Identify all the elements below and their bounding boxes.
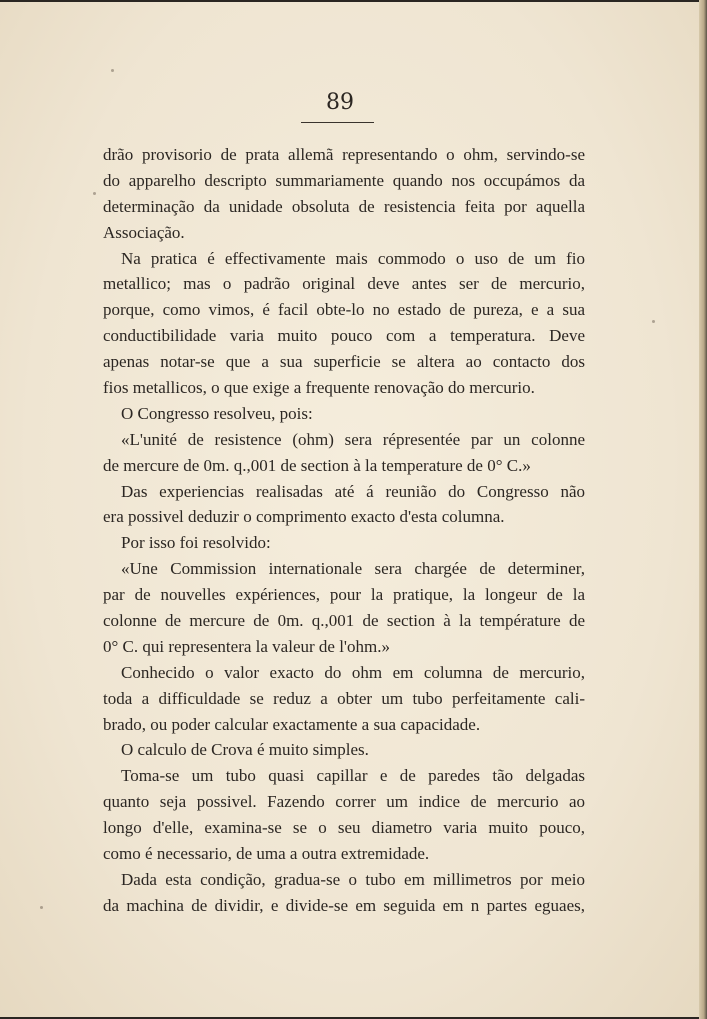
text-line: Das experiencias realisadas até á reunião do Congresso não (121, 481, 585, 501)
page-number: 89 (326, 90, 354, 115)
text-line: Associação. (103, 222, 185, 242)
text-line: longo d'elle, examina-se se o seu diametro varia muito pouco, (103, 818, 585, 838)
text-line: Dada esta condição, gradua-se o tubo em millimetros por meio (121, 869, 585, 889)
text-line: toda a difficuldade se reduz a obter um tubo perfeitamente cali- (103, 688, 585, 708)
page-edge (699, 0, 707, 1019)
text-line: par de nouvelles expériences, pour la pratique, la longeur de la (103, 585, 585, 605)
header-rule (301, 122, 374, 123)
text-line: porque, como vimos, é facil obte-lo no estado de pureza, e a sua (103, 300, 585, 320)
ink-spot (40, 906, 43, 909)
text-line: era possivel deduzir o comprimento exacto d'esta columna. (103, 507, 505, 527)
ink-spot (111, 69, 114, 72)
text-line: determinação da unidade obsoluta de resistencia feita por aquella (103, 196, 585, 216)
text-line: quanto seja possivel. Fazendo correr um indice de mercurio ao (103, 792, 585, 812)
text-line: do apparelho descripto summariamente quando nos occupámos da (103, 170, 585, 190)
text-line: Na pratica é effectivamente mais commodo o uso de um fio (121, 248, 585, 268)
text-line: O Congresso resolveu, pois: (121, 403, 313, 423)
text-line: O calculo de Crova é muito simples. (121, 740, 369, 760)
text-line: 0° C. qui representera la valeur de l'ohm.» (103, 636, 390, 656)
text-line: da machina de dividir, e divide-se em seguida em n partes eguaes, (103, 895, 585, 915)
ink-spot (652, 320, 655, 323)
text-line: fios metallicos, o que exige a frequente renovação do mercurio. (103, 378, 535, 398)
text-line: como é necessario, de uma a outra extremidade. (103, 844, 430, 864)
ink-spot (93, 192, 96, 195)
text-line: Por isso foi resolvido: (121, 533, 271, 553)
text-line: Conhecido o valor exacto do ohm em columna de mercurio, (121, 662, 585, 682)
text-line: colonne de mercure de 0m. q.,001 de section à la température de (103, 611, 585, 631)
text-line: metallico; mas o padrão original deve antes ser de mercurio, (103, 274, 585, 294)
text-line: drão provisorio de prata allemã representando o ohm, servindo-se (103, 145, 585, 164)
text-line: de mercure de 0m. q.,001 de section à la temperature de 0° C.» (103, 455, 531, 475)
text-line: apenas notar-se que a sua superficie se altera ao contacto dos (103, 352, 585, 372)
text-line: «Une Commission internationale sera chargée de determiner, (121, 559, 585, 579)
body-text (103, 142, 585, 919)
text-line: conductibilidade varia muito pouco com a temperatura. Deve (103, 326, 585, 346)
text-line: «L'unité de resistence (ohm) sera répresentée par un colonne (121, 429, 585, 449)
text-line: Toma-se um tubo quasi capillar e de paredes tão delgadas (121, 766, 585, 786)
book-page (0, 2, 699, 1017)
text-line: brado, ou poder calcular exactamente a sua capacidade. (103, 714, 481, 734)
